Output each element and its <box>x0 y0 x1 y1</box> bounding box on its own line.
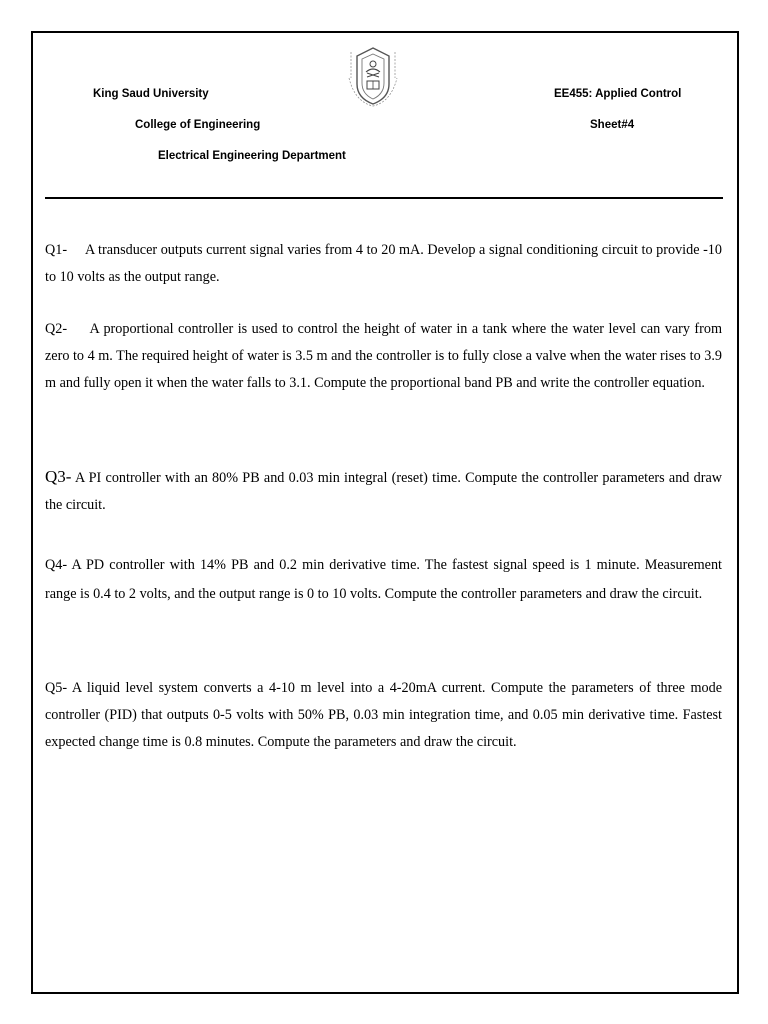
college-name: College of Engineering <box>135 119 261 131</box>
question-5 <box>45 675 722 756</box>
question-2 <box>45 316 722 397</box>
question-4-text: A PD controller with 14% PB and 0.2 min derivative time. The fastest signal speed is 1 minute. Measurement range is 0.4 to 2 volts, and the output range is 0 to 10 volts. Compute the controller parameters and draw the circuit. <box>45 557 722 602</box>
question-4-label: Q4- <box>45 557 68 573</box>
university-seal-icon <box>337 44 409 108</box>
header-divider <box>45 197 723 199</box>
question-1 <box>45 237 722 291</box>
course-title: EE455: Applied Control <box>554 88 682 100</box>
question-1-label: Q1- <box>45 242 68 258</box>
university-name: King Saud University <box>93 88 209 100</box>
question-3-label: Q3- <box>45 467 72 486</box>
question-3-text: A PI controller with an 80% PB and 0.03 min integral (reset) time. Compute the controller parameters and draw the circuit. <box>45 470 722 513</box>
question-3 <box>45 463 722 519</box>
question-5-text: A liquid level system converts a 4-10 m level into a 4-20mA current. Compute the parameters of three mode controller (PID) that outputs 0-5 volts with 50% PB, 0.03 min integration time, and 0.05 min derivative time. Fastest expected change time is 0.8 minutes. Compute the parameters and draw the circuit. <box>45 680 723 750</box>
question-2-text: A proportional controller is used to control the height of water in a tank where the water level can vary from zero to 4 m. The required height of water is 3.5 m and the controller is to fully close a valve when the water rises to 3.9 m and fully open it when the water falls to 3.1. Compute the proportional band PB and write the controller equation. <box>45 321 723 391</box>
question-5-label: Q5- <box>45 680 68 696</box>
question-2-label: Q2- <box>45 321 68 337</box>
question-4 <box>45 551 722 609</box>
sheet-number: Sheet#4 <box>590 119 635 131</box>
department-name: Electrical Engineering Department <box>158 150 346 162</box>
university-logo <box>337 44 409 108</box>
question-1-text: A transducer outputs current signal varies from 4 to 20 mA. Develop a signal conditioning circuit to provide -10 to 10 volts as the output range. <box>45 242 722 285</box>
